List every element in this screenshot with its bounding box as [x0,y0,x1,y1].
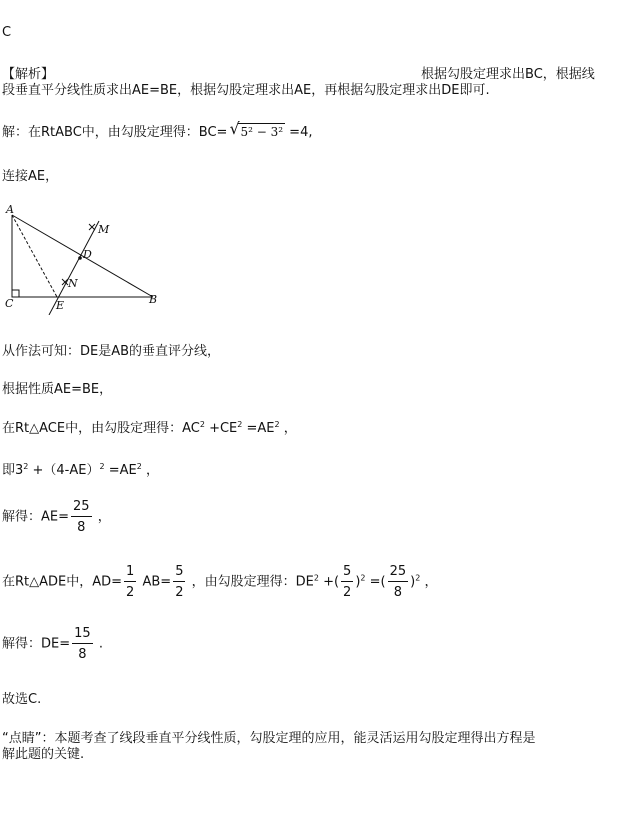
ae-denominator: 8 [77,520,86,535]
de-denominator: 8 [78,647,87,662]
connect-ae: 连接AE， [2,169,59,184]
analysis-title: 【解析】 [2,67,55,82]
ade-tail: ， [424,574,438,590]
ace-exp-3: 2 [274,420,280,429]
geometry-figure [5,203,165,315]
substitution-equation [2,459,159,478]
ace-exp-1: 2 [199,420,205,429]
ade-ab-fraction [173,565,185,599]
de-result [2,627,103,661]
ade-equation [2,565,437,599]
ade-term-num: 5 [341,565,353,582]
ade-exp-1: 2 [313,573,319,583]
bc-radicand: 5² − 3² [240,125,284,139]
bc-suffix: =4, [289,125,313,140]
label-a: A [6,203,14,216]
sub-exp-3: 2 [136,462,142,471]
sub-prefix: 即3 [2,463,24,478]
ade-half-num: 1 [124,565,136,582]
ace-end: =AE [246,421,275,436]
ade-rhs-num: 25 [388,565,409,582]
sub-end: =AE [108,463,137,478]
ade-end: ) [410,574,416,590]
bc-prefix: 解：在RtABC中，由勾股定理得：BC= [2,125,228,140]
ace-tail: ， [283,421,297,436]
construction-note: 从作法可知：DE是AB的垂直评分线， [2,344,221,359]
comment-line1: “点睛”：本题考查了线段垂直平分线性质，勾股定理的应用，能灵活运用勾股定理得出方程是 [2,731,536,746]
de-fraction [72,627,93,661]
de-prefix: 解得：DE= [2,636,71,652]
label-e: E [56,299,65,312]
segment-ae-dashed [12,215,57,297]
ae-numerator: 25 [71,500,92,517]
de-numerator: 15 [72,627,93,644]
ade-rhs-den: 8 [393,585,403,600]
label-d: D [83,248,92,261]
sub-exp-2: 2 [99,462,105,471]
comment-line2: 解此题的关键. [2,747,85,762]
label-c: C [5,297,14,310]
ade-ab: AB= [142,574,172,590]
sub-exp-1: 2 [23,462,29,471]
de-suffix: . [98,636,103,652]
bc-radical [229,119,285,140]
ade-ab-num: 5 [173,565,185,582]
ade-half-den: 2 [126,585,135,600]
ade-close: ) [355,574,361,590]
ace-equation [2,417,297,436]
ade-term-den: 2 [343,585,352,600]
ae-result [2,500,111,534]
radical-icon: √ [229,119,240,138]
ade-prefix: 在Rt△ADE中，AD= [2,574,123,590]
choose-answer: 故选C. [2,692,42,707]
ade-exp-2: 2 [360,573,366,583]
ae-prefix: 解得：AE= [2,509,69,525]
analysis-line1: 根据勾股定理求出BC，根据线 [421,67,595,82]
bc-equation [2,121,312,140]
ace-mid: +CE [209,421,238,436]
ade-half-fraction [124,565,136,599]
right-angle-icon [12,290,19,297]
ade-plus: +( [323,574,340,590]
ade-rhs-fraction [388,565,409,599]
mark-m-icon [89,224,95,230]
ade-exp-3: 2 [415,573,421,583]
ade-ab-den: 2 [175,585,184,600]
analysis-line2: 段垂直平分线性质求出AE=BE，根据勾股定理求出AE，再根据勾股定理求出DE即可. [2,83,490,98]
ade-by: ，由勾股定理得：DE [191,574,314,590]
ade-eq: =( [369,574,386,590]
ace-exp-2: 2 [237,420,243,429]
ae-fraction [71,500,92,534]
sub-mid: +（4-AE） [32,463,100,478]
answer-letter: C [2,25,12,40]
ace-prefix: 在Rt△ACE中，由勾股定理得：AC [2,421,200,436]
property-note: 根据性质AE=BE， [2,382,113,397]
label-m: M [98,223,110,236]
ade-term-fraction [341,565,353,599]
label-n: N [68,277,78,290]
sub-tail: ， [145,463,159,478]
label-b: B [149,293,158,306]
point-d-dot [78,256,82,260]
ae-suffix: ， [97,509,111,525]
